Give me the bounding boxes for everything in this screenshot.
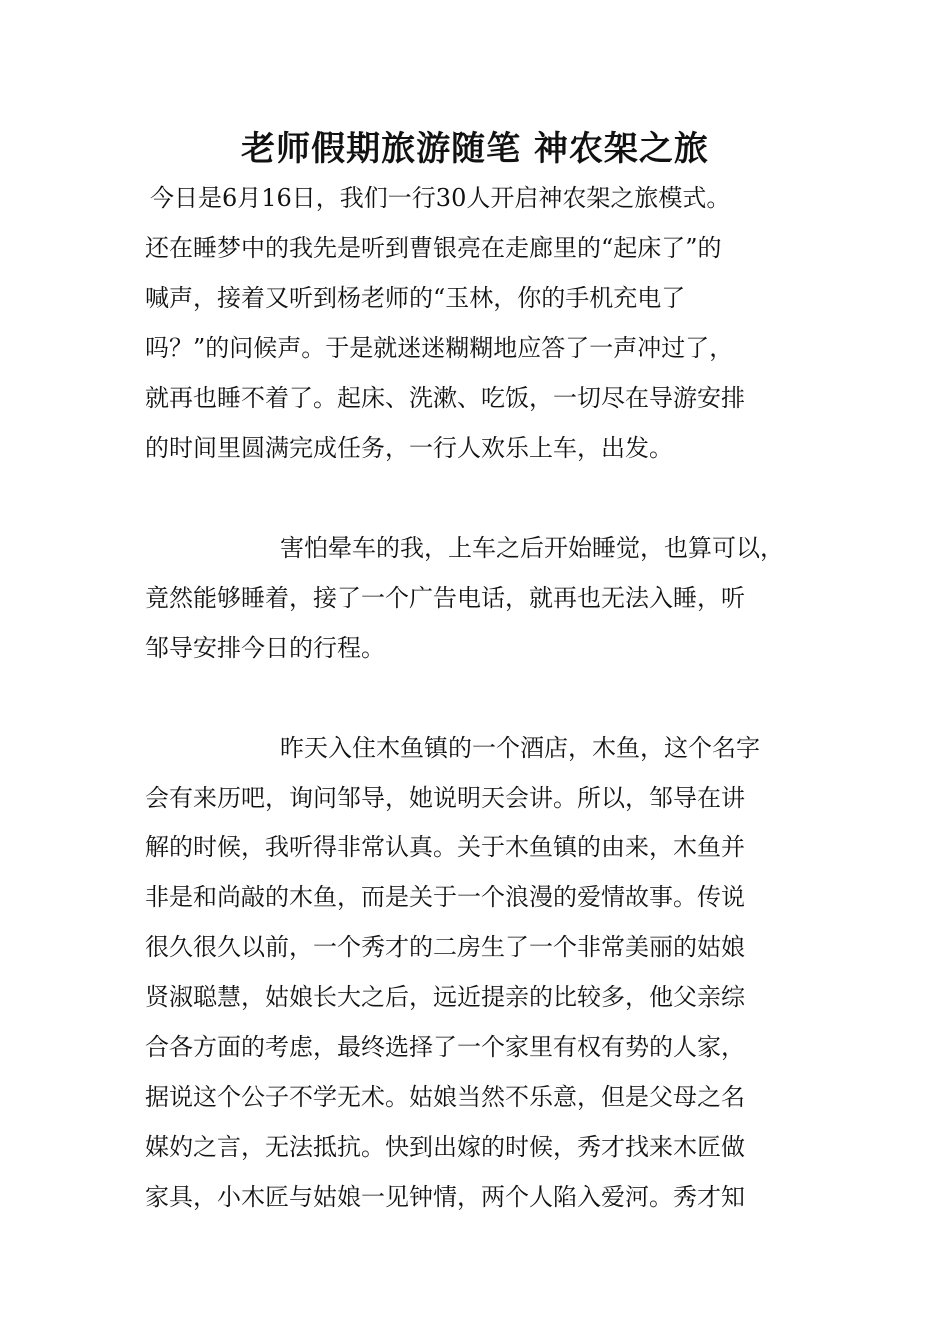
text-line: 昨天入住木鱼镇的一个酒店，木鱼，这个名字 xyxy=(280,734,760,762)
text-line: 邹导安排今日的行程。 xyxy=(145,634,385,662)
text-line: 的时间里圆满完成任务，一行人欢乐上车，出发。 xyxy=(145,434,673,462)
text-line: 合各方面的考虑，最终选择了一个家里有权有势的人家， xyxy=(145,1033,745,1061)
text-line: 很久很久以前，一个秀才的二房生了一个非常美丽的姑娘 xyxy=(145,933,745,961)
text-line: 喊声，接着又听到杨老师的“玉林，你的手机充电了 xyxy=(145,284,686,312)
text-line: 害怕晕车的我，上车之后开始睡觉，也算可以， xyxy=(280,534,784,562)
document-title: 老师假期旅游随笔 神农架之旅 xyxy=(241,129,709,169)
text-line: 贤淑聪慧，姑娘长大之后，远近提亲的比较多，他父亲综 xyxy=(145,983,745,1011)
text-line: 竟然能够睡着，接了一个广告电话，就再也无法入睡，听 xyxy=(145,584,745,612)
text-line: 非是和尚敲的木鱼，而是关于一个浪漫的爱情故事。传说 xyxy=(145,883,745,911)
text-line: 解的时候，我听得非常认真。关于木鱼镇的由来，木鱼并 xyxy=(145,833,745,861)
text-line: 吗？”的问候声。于是就迷迷糊糊地应答了一声冲过了， xyxy=(145,334,734,362)
text-line: 家具，小木匠与姑娘一见钟情，两个人陷入爱河。秀才知 xyxy=(145,1183,745,1211)
text-line: 今日是6月16日，我们一行30人开启神农架之旅模式。 xyxy=(150,184,731,212)
text-line: 就再也睡不着了。起床、洗漱、吃饭，一切尽在导游安排 xyxy=(145,384,745,412)
text-line: 媒妁之言，无法抵抗。快到出嫁的时候，秀才找来木匠做 xyxy=(145,1133,745,1161)
text-line: 据说这个公子不学无术。姑娘当然不乐意，但是父母之名 xyxy=(145,1083,745,1111)
text-line: 会有来历吧，询问邹导，她说明天会讲。所以，邹导在讲 xyxy=(145,784,745,812)
text-line: 还在睡梦中的我先是听到曹银亮在走廊里的“起床了”的 xyxy=(145,234,722,262)
